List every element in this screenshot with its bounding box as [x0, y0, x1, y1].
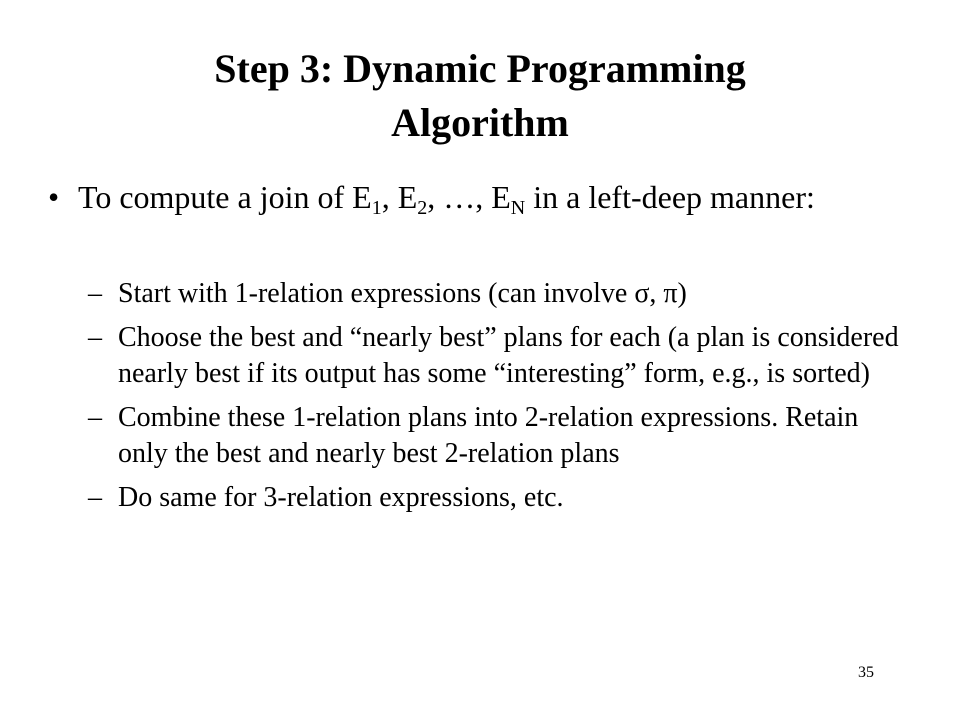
bullet-text-mid-2: , …, E [427, 179, 511, 215]
bullet-text-mid-1: , E [381, 179, 418, 215]
dash-marker: – [88, 482, 102, 513]
sub-bullet-item [88, 276, 900, 312]
slide-title [80, 42, 880, 150]
sub-bullet-item [88, 400, 900, 472]
main-bullet-text [78, 176, 908, 218]
sub-bullet-text: Start with 1-relation expressions (can involve σ, π) [118, 278, 687, 309]
sub-bullet-item [88, 320, 900, 392]
subscript-1: 1 [371, 197, 382, 219]
bullet-text-post: in a left-deep manner: [525, 179, 815, 215]
sub-bullet-text: Combine these 1-relation plans into 2-relation expressions. Retain only the best and nearly best 2-relation plans [118, 402, 859, 469]
main-bullet [48, 176, 908, 218]
dash-marker: – [88, 322, 102, 353]
sub-bullet-list [88, 276, 900, 524]
bullet-text-pre: To compute a join of E [78, 179, 372, 215]
page-number: 35 [858, 664, 874, 681]
dash-marker: – [88, 278, 102, 309]
subscript-n: N [510, 197, 526, 219]
slide-title-line-2: Algorithm [391, 100, 569, 145]
sub-bullet-text: Do same for 3-relation expressions, etc. [118, 482, 564, 513]
dash-marker: – [88, 402, 102, 433]
bullet-dot: • [48, 179, 60, 215]
slide-title-line-1: Step 3: Dynamic Programming [214, 46, 746, 91]
subscript-2: 2 [417, 197, 428, 219]
sub-bullet-item [88, 480, 900, 516]
sub-bullet-text: Choose the best and “nearly best” plans for each (a plan is considered nearly best if its output has some “interesting” form, e.g., is sorted) [118, 322, 899, 389]
